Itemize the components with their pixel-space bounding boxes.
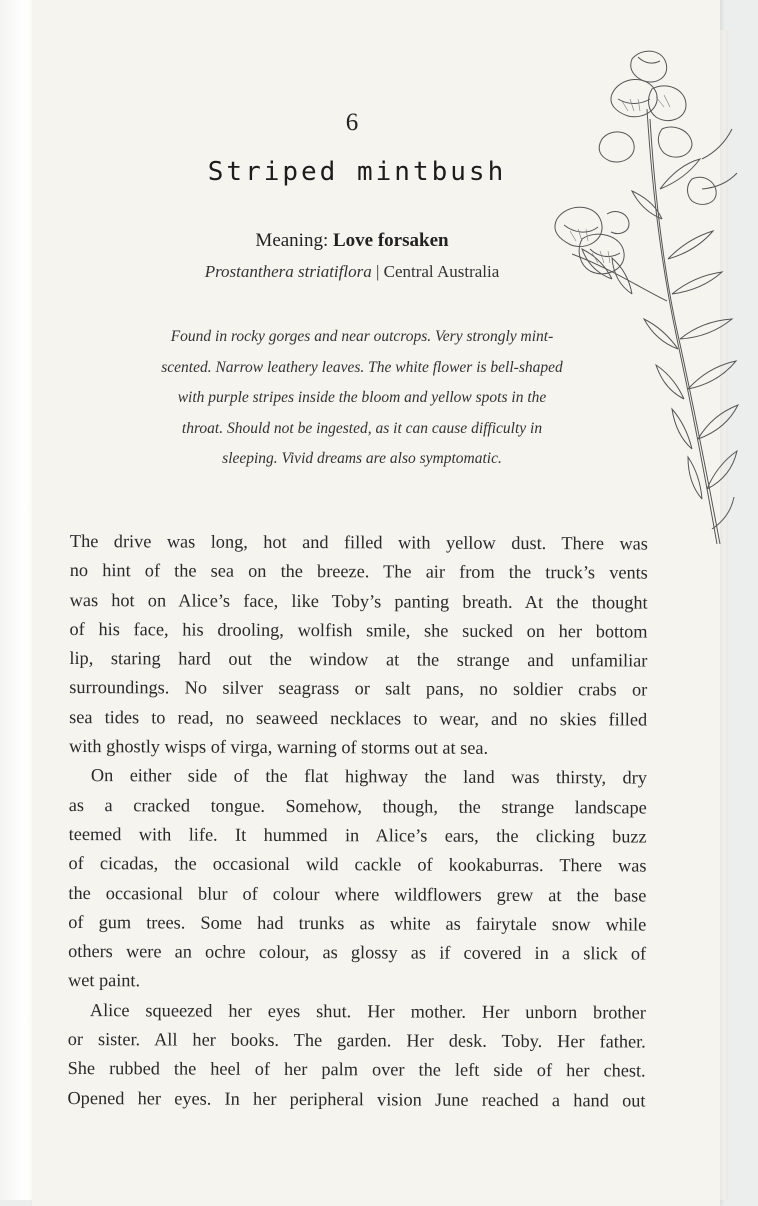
paragraph [67, 996, 646, 1116]
description-line: Found in rocky gorges and near outcrops. Very strongly mint- [170, 328, 554, 345]
description-line: with purple stripes inside the bloom and yellow spots in the [177, 389, 547, 406]
paragraph [68, 761, 647, 998]
text-line: of cicadas, the occasional wild cackle of kookaburras. There was [68, 853, 647, 876]
text-line: others were an ochre colour, as glossy as if covered in a slick of [68, 941, 647, 964]
text-line: wet paint. [67, 970, 141, 991]
text-line: surroundings. No silver seagrass or salt pans, no soldier crabs or [69, 677, 648, 701]
meaning-label: Meaning: [255, 230, 329, 251]
chapter-body [67, 527, 648, 1115]
text-line: Opened her eyes. In her peripheral vision June reached a hand out [67, 1087, 646, 1111]
text-line: On either side of the flat highway the land was thirsty, dry [90, 765, 647, 788]
book-page [32, 0, 720, 1206]
text-line: the occasional blur of colour where wildflowers grew at the base [68, 882, 647, 906]
species-latin-name: Prostanthera striatiflora [204, 262, 372, 281]
text-line: teemed with life. It hummed in Alice’s ears, the clicking buzz [68, 823, 647, 847]
species-line [32, 262, 672, 282]
description-line: sleeping. Vivid dreams are also symptomatic. [222, 450, 502, 467]
text-line: The drive was long, hot and filled with yellow dust. There was [69, 530, 648, 554]
text-line: lip, staring hard out the window at the strange and unfamiliar [69, 648, 648, 671]
text-line: She rubbed the heel of her palm over the left side of her chest. [67, 1058, 646, 1081]
text-line: Alice squeezed her eyes shut. Her mother. Her unborn brother [89, 999, 646, 1023]
text-line: or sister. All her books. The garden. Her desk. Toby. Her father. [67, 1029, 646, 1052]
text-line: with ghostly wisps of virga, warning of storms out at sea. [69, 736, 489, 758]
text-line: of gum trees. Some had trunks as white as fairytale snow while [68, 911, 647, 935]
text-line: as a cracked tongue. Somehow, though, the strange landscape [68, 794, 647, 818]
species-region: | Central Australia [371, 262, 500, 281]
chapter-title: Striped mintbush [207, 157, 507, 187]
description-line: scented. Narrow leathery leaves. The white flower is bell-shaped [161, 358, 563, 376]
chapter-number: 6 [345, 109, 359, 136]
description-line: throat. Should not be ingested, as it can cause difficulty in [181, 419, 543, 437]
text-line: of his face, his drooling, wolfish smile, she sucked on her bottom [69, 618, 648, 642]
flower-meaning [32, 230, 672, 252]
text-line: sea tides to read, no seaweed necklaces to wear, and no skies filled [69, 706, 648, 730]
paragraph [69, 527, 648, 764]
meaning-value: Love forsaken [333, 230, 449, 251]
text-line: no hint of the sea on the breeze. The air from the truck’s vents [69, 560, 648, 583]
text-line: was hot on Alice’s face, like Toby’s panting breath. At the thought [69, 589, 648, 613]
flower-description [112, 322, 612, 475]
